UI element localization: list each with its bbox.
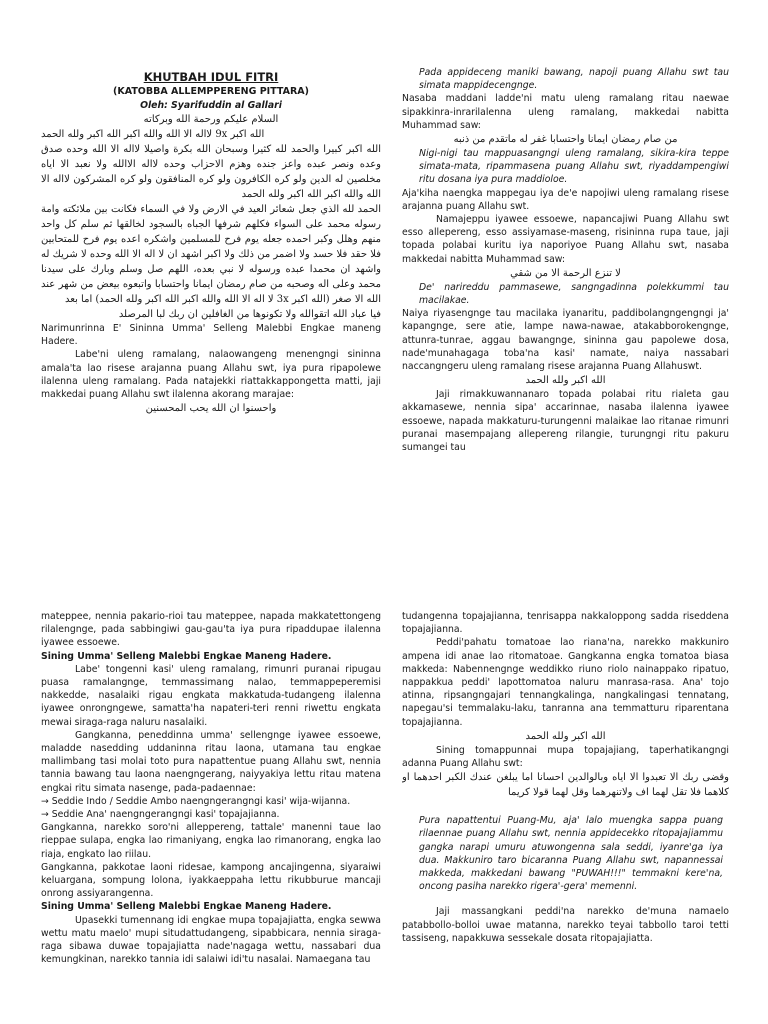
paragraph-jaji-massangkani: Jaji massangkani peddi'na narekko de'muna namaelo patabbollo-bolloi uwae matanna, narekko teyai tabbollo taroi tetti tassiseng, napakkuwa sessekale dosata ritopajajiatta. [402, 906, 729, 944]
paragraph-sining-tomappunnai: Sining tomappunnai mupa topajajiang, taperhatikangngi adanna Puang Allahu swt: [402, 744, 729, 770]
column-3 [41, 610, 381, 1024]
arabic-takbir-short-2: الله اكبر ولله الحمد [525, 730, 606, 742]
column-1 [41, 66, 381, 491]
paragraph-naiya: Naiya riyasengnge tau macilaka iyanaritu, paddibolangngengngi ja' kapangnge, sere atie, lampe nawa-nawae, atakabborokengnge, attunra-tunrae, aggau bawangnge, sininna gau papolewe dosa, nade'munahagaga toba'na kasi' namate, naiya nassabari naccangngeru uleng ramalang risese arajanna Puang Allahuswt. [402, 308, 729, 373]
heading-sining-umma-2: Sining Umma' Selleng Malebbi Engkae Maneng Hadere. [41, 901, 332, 913]
paragraph-namajeppu: Namajeppu iyawee essoewe, napancajiwi Puang Allahu swt esso allepereng, esso assiyamase-maseng, risininna rupa taue, jaji topada polabai kuritu iya naporiyoe Puang Allahu swt, nasaba makkedai nabitta Muhammad saw: [402, 214, 729, 265]
paragraph-gangkanna-1: Gangkanna, peneddinna umma' sellengnge iyawee essoewe, maladde nasedding uddaninna ritau laona, utamana tau engkae mallimbang tasi molai toto pura napattentue puang Allahu swt, nennia tannia bawang tau laona naengngerang, naiyyakiya lettu ritau matena engkai ritu simata nasenge, pada-padaennae: [41, 729, 381, 794]
arabic-takbir: الله اكبر 9x لااله الا الله والله اكبر الله اكبر ولله الحمد [41, 129, 265, 140]
khutbah-title: KHUTBAH IDUL FITRI [143, 70, 279, 84]
quote-de-narireddu: De' narireddu pammasewe, sangngadinna polekkummi tau macilakae. [419, 281, 729, 307]
paragraph-ajakiha: Aja'kiha naengka mappegau iya de'e napojiwi uleng ramalang risese arajanna puang Allahu swt. [402, 187, 729, 212]
column-2 [402, 66, 729, 498]
paragraph-mateppee: mateppee, nennia pakario-rioi tau mateppee, napada makkatettongeng rilalengnge, pada sabbingiwi gau-gau'ta iya pura ripaddupae ilalenna iyawee essoewe. [41, 611, 381, 649]
arabic-takbir-long: الله اكبر كبيرا والحمد لله كثيرا وسبحان الله بكرة واصيلا لااله الا الله وحده صدق وعده ونصر عبده واعز جنده وهزم الاحزاب وحده لااله الاالله ولا نعبد الا اياه مخلصين له الدين ولو كره الكافرون ولو كره المنافقون ولو كره المشركون لااله الا الله والله اكبر الله اكبر ولله الحمد [41, 144, 381, 200]
page-gap [0, 500, 768, 598]
paragraph-jaji-rimakku: Jaji rimakkuwannanaro topada polabai ritu rialeta gau akkamasewe, nennia sipa' accarinnae, nasaba ilalenna iyawee essoewe, napada makkaturu-turungenni malaikae lao ritanae rimunri puranai masempajang allepereng rilangie, turungngi ritu pakuru sumangei tau [402, 389, 729, 454]
quote-pada-appideceng: Pada appideceng maniki bawang, napoji puang Allahu swt tau simata mappidecengnge. [419, 67, 729, 92]
paragraph-gangkanna-2: Gangkanna, narekko soro'ni alleppereng, tattale' manenni taue lao rieppae sulapa, engka lao rimaniyang, engka lao rimanorang, engka lao riaja, engkato lao riilau. [41, 822, 381, 860]
paragraph-nasaba: Nasaba maddani ladde'ni matu uleng ramalang ritau naewae sipakkinra-inrarilalenna uleng ramalang, makkedai nabitta Muhammad saw: [402, 93, 729, 131]
author-line: Oleh: Syarifuddin al Gallari [140, 100, 282, 111]
heading-sining-umma-1: Sining Umma' Selleng Malebbi Engkae Maneng Hadere. [41, 650, 332, 662]
paragraph-tudangenna: tudangenna topajajianna, tenrisappa nakkaloppong sadda riseddena topajajianna. [402, 611, 729, 636]
arabic-salam: السلام عليكم ورحمة الله وبركاته [143, 114, 279, 125]
spacer [402, 893, 729, 905]
paragraph-upasekki: Upasekki tumennang idi engkae mupa topajajiatta, engka sewwa wettu matu maelo' mupi situdattudangeng, sipabbicara, nennia siraga-raga sibawa duwae topajajiatta nade'nagaga wettu, nassabari dua kemungkinan, narekko tannia idi salaiwi idi'tu nasalai. Namaegana tau [41, 914, 381, 966]
arabic-takbir-short: الله اكبر ولله الحمد [525, 375, 606, 387]
paragraph-peddipahatu: Peddi'pahatu tomatoae lao riana'na, narekko makkuniro ampena idi anae lao ritomatoae. Gangkanna engka tomatoa biasa makkeda: Nabennengnge weddikko riuno riolo nainappako ripatuo, nappakkua peddi' lapottomatoa naluru manrasa-rasa. Ana' tojo atinna, ripsangngajari tennangkalinga, nangkalingasi tennatang, napegau'si temmalaku-laku, tanranna ana temmatturu riparentana topajajianna. [402, 637, 729, 728]
list-item-indo-ambo: → Seddie Indo / Seddie Ambo naengngerangngi kasi' wija-wijanna. [41, 795, 351, 807]
paragraph-labeni: Labe'ni uleng ramalang, nalaowangeng menengngi sininna amala'ta lao risese arajanna puang Allahu swt, iya pura ripapolewe ilalenna uleng ramalang. Pada natajekki riattakkappongetta matti, jaji makkedai puang Allahu swt ilalenna akorang marajae: [41, 349, 381, 401]
paragraph-gangkanna-3: Gangkanna, pakkotae laoni ridesae, kampong ancajingenna, siyaraiwi keluargana, sompung lolona, iyakkaeppaha lettu rikubburue mancaji onrong assiyarangenna. [41, 861, 381, 900]
list-item-ana: → Seddie Ana' naengngerangngi kasi' topajajianna. [41, 809, 280, 821]
arabic-hadith-ramadan: من صام رمضان ايمانا واحتسابا غفر له ماتقدم من ذنبه [453, 134, 678, 146]
column-4 [402, 610, 729, 1024]
khutbah-subtitle: (KATOBBA ALLEMPPERENG PITTARA) [113, 86, 309, 97]
arabic-hadith-rahma: لا تنزع الرحمة الا من شقي [510, 267, 621, 279]
arabic-ya-ibad: فيا عباد الله اتقوالله ولا تكونوها من الغافلين ان ربك لبا المرصلد [118, 309, 381, 320]
arabic-hamdalah: الحمد لله الذي جعل شعائر العيد في الارض ولا في السماء فكانت بين ملائكته وامة رسوله محمد على السواء فكلهم شرفها الجباه بالسجود لخالقها ثم سلم كل واحد منهم وهلل وكبر احمده جعله يوم فرح للمسلمين واشكره اعده يوم فرح للمتحابين فلا حقد فلا حسد ولا اضمر من ذلك ولا اكبر اشهد ان لا اله الا الله وحده لا شريك له واشهد ان محمدا عبده ورسوله لا نبي بعده، اللهم صل وسلم وبارك على سيدنا محمد وعلى اله وصحبه من صام رمضان ايمانا واحتسابا واتبعوه بيعض من شهر عند الله الا صغر (الله اكبر 3x لا اله الا الله والله اكبر الله اكبر ولله الحمد) اما بعد [41, 204, 381, 305]
paragraph-labe-tongenni: Labe' tongenni kasi' uleng ramalang, rimunri puranai ripugau puasa ramalangnge, temmassimang nalao, temmappeperemisi nakkedde, nasalaiki rigau engkata makkatuda-tudangeng ilalenna iyawee onrongngewe, samatta'ha napateri-teri renni riwettu engkata mewai siraga-raga naluru nasalaiki. [41, 663, 381, 728]
arabic-ayat-muhsinin: واحسنوا ان الله يحب المحسنين [145, 403, 277, 415]
quote-nigi-nigi: Nigi-nigi tau mappuasangngi uleng ramalang, sikira-kira teppe simata-mata, ripammasena puang Allahu swt, riyaddampengiwi ritu dosana iya pura maddioloe. [419, 148, 729, 186]
quote-translation-block: Pura napattentui Puang-Mu, aja' lalo muengka sappa puang rilaennae puang Allahu swt, nennia appidecekko ritopajajiammu gangka narapi umuru atuwongenna sala seddi, iyanre'ga iya dua. Makkuniro taro bicaranna Puang Allahu swt, napannessai makkeda, makkedani bawang "PUWAH!!!" temmakni kere'na, oncong pasiha narekko rigera'-gera' memenni. [419, 815, 723, 893]
arabic-ayat-wa-qadha: وقضى ربك الا تعبدوا الا اياه وبالوالدين احسانا اما يبلغن عندك الكبر احدهما او كلاهما فلا تقل لهما اف ولاتنهرهما وقل لهما قولا كريما [402, 772, 729, 799]
paragraph-narimunrinna: Narimunrinna E' Sininna Umma' Selleng Malebbi Engkae maneng Hadere. [41, 323, 381, 348]
